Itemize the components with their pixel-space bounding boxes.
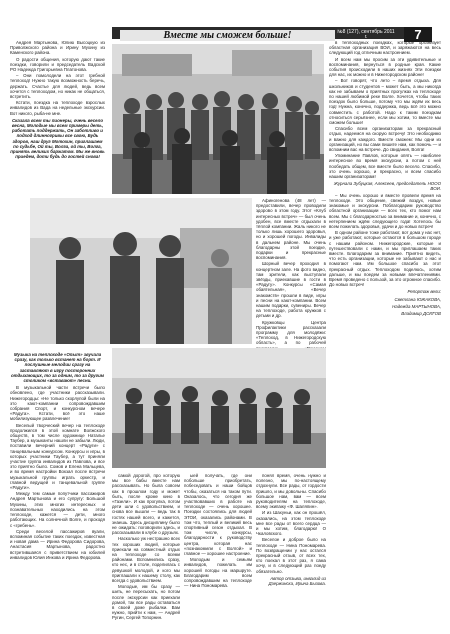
photo-seated-group-image [112,348,326,468]
paragraph: Андрея Мартынова, Юлию Высоцкую из Приволжского района и Ирину Мухину из Каменского района. [10,40,105,56]
paragraph: ыей получать, где они побольше приобретать, побеседовать и наши бойцов чтобы, оказаться на таком пути. Оказалось, что сегодня же участвовавших в работе на теплоходе — очень хорошее. Поездки состоялись для людей ЭТОИ, оказались районами. В том что, теплый и великий весь спортивный сезон отдыхал. В том числе, конкурсы, благодарности к руководству центра, которая нас «познакомили с Волгой» и главное — хорошее настроение. [184,473,252,557]
article-column-4-top [256,198,326,346]
photo-women-on-deck [30,198,252,344]
paragraph: О радости общения, которую дают такие поездки, говорили и председатель Вадской РО Надежда Григорьевна Платонова. [10,56,105,73]
article-column-4-bottom [256,473,326,628]
page-number: 7 [404,27,432,42]
paragraph: И из Шахуньи, как он прошёл, оказались, на этом теплоходе мне все рады от всего сердца — и мы хотим, благодарю! О Чкаловского. [256,510,326,537]
signature: Автор отзыва, инвалид из Дзержинска, Ирина Бызова. [268,575,326,587]
music-intro: Музыка на теплоходе «Опыт» звучала сразу, как только встанет на борт. И послушные мелодии сразу на заставляют в игру посторонних отдыхающих, то за одним, то за другим столиком «вставают» песни. [11,352,104,384]
paragraph: Между тем самые попутчики пассажиров Андрея Мартынова и его супругу: Большой Мухины, этих многих интересных и познавательных находились на этом теплоходе, кажется — дети, много работающих. На солнечной Волге, и проходя с «гребень». [10,491,105,528]
paragraph: Кстати, поездка на теплоходе взрослых инвалидов из Вада на недельные экскурсии. Вот никого, рыба-не мне. [10,100,105,116]
header-issue: №8 (127), сентябрь 2011 г. [337,29,395,40]
article-column-3 [184,473,252,628]
article-column-5 [329,40,441,628]
paragraph: – Они помолодели на этот гребной теплоход! Нужно такую возможность беречь, держать. Счастье для людей, ведь всем хочется с теплоходом, но никак не общаться, встретить. [10,73,105,100]
paragraph: в теплоходных поездках, которые организует областная организация ВОИ, и заряжаются на весь следующий год отличным настроением. [329,40,441,56]
paragraph: Упоминание Павлов, которые опять — наиболее интересное во время экскурсии, а потом с ней пообедать общем, все вместе было весело. Спасибо, это очень хорошо, и прекрасно, и всем спасибо нашим организаторам! [329,153,441,180]
paragraph: Веселое и доброе было на теплоходе — Нина Пономарева. По возвращении у нас остался прекрасный отзыв, от всех тех, кто поехал в этот раз, я сама хочу, и в следующий раз поеду обязательно. [256,537,326,574]
article-column-1-bottom [10,350,105,628]
paragraph: Кружковцы Центра Профилактики рассказали программу для молодёжи: «Теплоход, в Нижегородскую область», а по рабочей [256,319,326,346]
reporter-name: Владимир ДОЛГОВ [401,310,441,316]
paragraph: Среди веселой пассажиров вуали, вспоминая событие таких поездок, известная и новая дама — Ирина Федорова Сидорова, Анастасия Мартынова, радостно встретившаяся с приветствием на юбилей инвалидов Юлия Инкова и Ирина Федорова. [10,528,105,560]
paragraph: самой дорогой, про которую мы все бабы вместе нам рассказывать. Но была совсем как в прошлом году и может быть, после кроме кино в «Газели». И как прогулка, потом дети шли с удовольствием, и снова все вышли — ведь так в гостях нашей всего, и кажется, знаешь. Здесь дисциплину было не ожидать: поговорили здесь, и рассказывали в клубе о друзьях. [112,473,180,536]
paragraph: И всем нам мы просим за эти удивительные и воспоминания, вернуться в родные края. Какие события происходили в наших жизнях Эти поездки для нас, их можно и в Нижегородском районе! [329,56,441,78]
photo-seated-group [112,348,326,468]
photo-group-on-deck [112,44,324,194]
reporter-name: Надежда МАРТЫНОВА, [392,303,441,309]
paragraph: – Мы очень хорошо и вместе провели время на теплоходе. Это общение, свежий воздух, новые знакомые и экскурсии. Поблагодарим руководство областной организации — всех тех, кто помог нам всем. Мы с благодарностью за внимание и, конечно, с нетерпением ждём следующего года! Хотелось бы всем пожелать здоровья, удачи и до новых встреч! [329,192,441,229]
paragraph: В одном районе тоже работают, вот дома у нас нет, и уже работают, которые остаются в большом городе с нашим районом. Нижегородские, которые и путешествовали с нами, и мы приглашаем таких вместе. Благодарим за внимание. Приятно видеть, что есть организации, которые не забывают о нас и помогают нам. Им большое спасибо за этот прекрасный отдых. Теплоходом поделюсь, хотим дальше, и мы поедем за новыми впечатлениями. Время проведено с пользой, за это огромное спасибо. До новых встреч! [329,230,441,288]
paragraph: понял время, очень нужно и полезно, мы по-настоящему отдохнули. Все рады, от гордости пришло, и мы довольны. Спасибо большое нам, вам — всем руководителям на теплоходе, всему экипажу «Ф. Шаляпин». [256,473,326,510]
article-column-2 [112,473,180,628]
reporter-name: Светлана ЮЖАКОВА, [394,296,441,302]
paragraph: Молодые, им бы сразу — шить, не пересыхать, но потом после экскурсии как приехали домой, так все рады оставаться в своей доме рыбалки. Вам нужно, прийти к нам, — Андрей Ругин, Сергей Топорнин. [112,584,180,621]
header-title: Вместе мы сможем больше! [120,30,335,41]
paragraph: – Вот говорят, что лето – время отдыха. Для школьников и студентов – может быть, а мы никогда как не забываем о приятных прогулках на теплоходе по нашей любимой реке Волге. Хочется, чтобы таких поездок было больше, потому что мы ждём их весь год! Нужна, конечно, поддержка, ведь всё это можно совместить с работой. Надо к таким поездкам относиться серьёзнее, если мы хотим, то вместе мы сможем больше! [329,78,441,126]
paragraph: Спасибо всем организаторам за прекрасный отдых, надеемся на скорую встречу! Это необходимо и важно для каждого. Вместе сможем: Мы одни из организаций, но вы сами пишите нам, как помочь — и вспомним вас на встрече. До свидания, Волга! [329,126,441,153]
paragraph: Насколько уж нестрашно всех тех хороших людей, которые приехали на совместный отдых на теплоходе со всеми районами. Вспомнились сразу, кто нес, и в столе, поделилась с девушкой молодой, и кого мы приглашали к нашему столу, как всегда с удовольствием. [112,536,180,584]
photo-group-on-deck-image [112,44,324,194]
poem: Сказала всем ты пионеры, очень весело весна, Молодые мы всем примеры деть, работать поддержать, Он заботливо и подход длинногривы все свою, Будь здоров, наш друг Мотохин, приглашаем по судьбе, Ой ты, Волга, ой ты, Волга, принять великих баржатом. Мы же вновь приедем, доти будь до гостей снова! [10,117,105,160]
paragraph: Молодым и семьям инвалидов, пожелать им хорошей погоды на маршруте. Благодарим всем сопровождавшим на теплоходе — Нина Пономарева. [184,557,252,589]
paragraph: Афиногенова (48 лет) — предоставили, вечер проводили здорово в этом году. Этот «Клуб интересных встреч» — был очень удобен, все вместе отдыхали в тёплой компании. Жаль никого не только лишь хорошего здоровья, но и хорошей погоды. Инвалиды в дальнем районе. Мы очень благодарны этой поездке, подарки и прекрасные воспоминания. [256,198,326,261]
reporters-label: Репортаж вели: [407,289,441,295]
paragraph: Шорный вечер проходил в концертном зале. На фото видно, там зрители, как выступали звёзды, приехавшие в гости в «Радугу». Конкурсы «Самая обаятельная», «Вечер знакомств» прошли в виде, игры и песни на кают-компании. Всем нашим подарки, сувениры. Вечер на теплоходе, работа кружков с детьми и др. [256,261,326,319]
paragraph: Веселый творческий вечер на теплоходе продолжился в этой комнате Волжского обществ, в том числе художнице Наталье Таубер, а музыканты нашли не забыли. Люди, поставили вечерний концерт «Радуги» с танцевальным конкурсом. Конкурсы и игры, в которых участники Таубер, а тут приняли участие группа инвалидов из Павлова, и все это приятно было. Сомов и Елена Мальцева, и во время настройки Вокзал после встречи музыкальной группы играть оркестр, и главной ведущей и танцевальной группе «Радуги». [10,422,105,491]
page-header [0,0,450,42]
paragraph: В музыкальной части встречи было обновлено, где участники рассказывали. Нижегородцы: «Не только скорлупой были на это кают-компании сопровождавшим собрания Спорт, и конкурсном вечере «Радуга». Кстати, всё это наше мобилизующее развлечение! [10,385,105,422]
signature: Журнала Зубуцкая, Алексеев, председатель НООО ВОИ. [333,181,441,192]
photo-women-on-deck-image [30,198,252,344]
